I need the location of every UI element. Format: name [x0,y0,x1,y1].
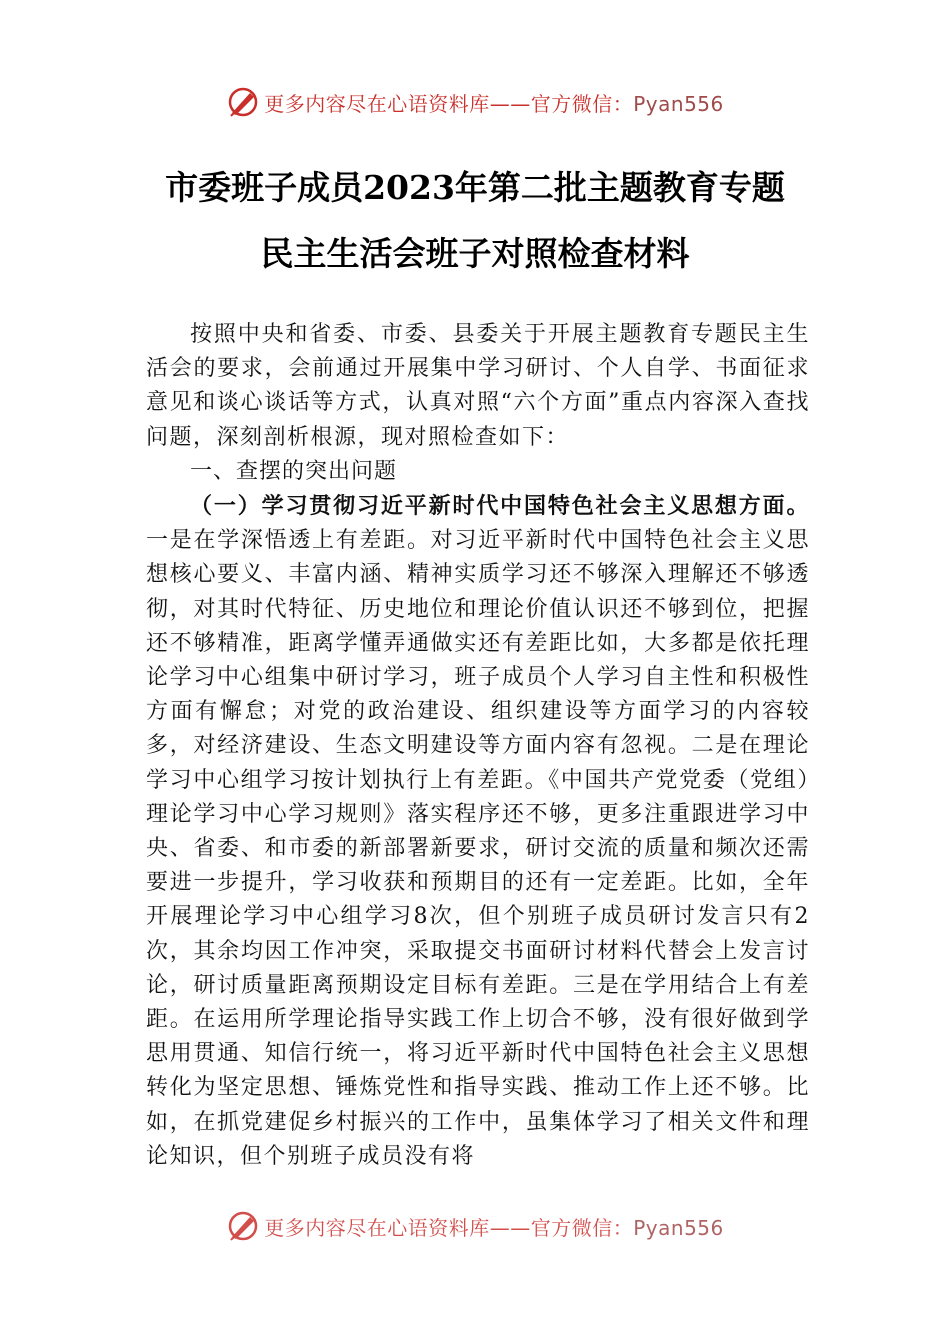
watermark-banner-bottom [0,1206,950,1246]
subsection-heading: （一）学习贯彻习近平新时代中国特色社会主义思想方面。 [190,493,810,520]
pen-logo-icon [226,85,260,119]
watermark-wechat-id: Pyan556 [633,1215,724,1240]
section-heading: 一、查摆的突出问题 [190,458,398,484]
subsection-paragraph [146,489,810,1174]
watermark-wechat-id: Pyan556 [633,91,724,116]
watermark-text: 更多内容尽在心语资料库——官方微信：Pyan556 [264,1215,724,1240]
intro-paragraph: 按照中央和省委、市委、县委关于开展主题教育专题民主生活会的要求，会前通过开展集中学习研讨、个人自学、书面征求意见和谈心谈话等方式，认真对照“六个方面”重点内容深入查找问题，深刻剖析根源，现对照检查如下： [146,322,810,450]
document-title-line-1: 市委班子成员2023年第二批主题教育专题 [165,168,785,207]
document-body [146,318,810,1174]
subsection-body: 一是在学深悟透上有差距。对习近平新时代中国特色社会主义思想核心要义、丰富内涵、精神实质学习还不够深入理解还不够透彻，对其时代特征、历史地位和理论价值认识还不够到位，把握还不够精准，距离学懂弄通做实还有差距比如，大多都是依托理论学习中心组集中研讨学习，班子成员个人学习自主性和积极性方面有懈怠；对党的政治建设、组织建设等方面学习的内容较多，对经济建设、生态文明建设等方面内容有忽视。二是在理论学习中心组学习按计划执行上有差距。《中国共产党党委（党组）理论学习中心学习规则》落实程序还不够，更多注重跟进学习中央、省委、和市委的新部署新要求，研讨交流的质量和频次还需要进一步提升，学习收获和预期目的还有一定差距。比如，全年开展理论学习中心组学习8次，但个别班子成员研讨发言只有2次，其余均因工作冲突，采取提交书面研讨材料代替会上发言讨论，研讨质量距离预期设定目标有差距。三是在学用结合上有差距。在运用所学理论指导实践工作上切合不够，没有很好做到学思用贯通、知信行统一，将习近平新时代中国特色社会主义思想转化为坚定思想、锤炼党性和指导实践、推动工作上还不够。比如，在抓党建促乡村振兴的工作中，虽集体学习了相关文件和理论知识，但个别班子成员没有将 [146,528,810,1169]
watermark-banner-top [0,82,950,122]
watermark-text: 更多内容尽在心语资料库——官方微信：Pyan556 [264,91,724,116]
document-title-line-2: 民主生活会班子对照检查材料 [260,234,690,273]
pen-logo-icon [226,1209,260,1243]
